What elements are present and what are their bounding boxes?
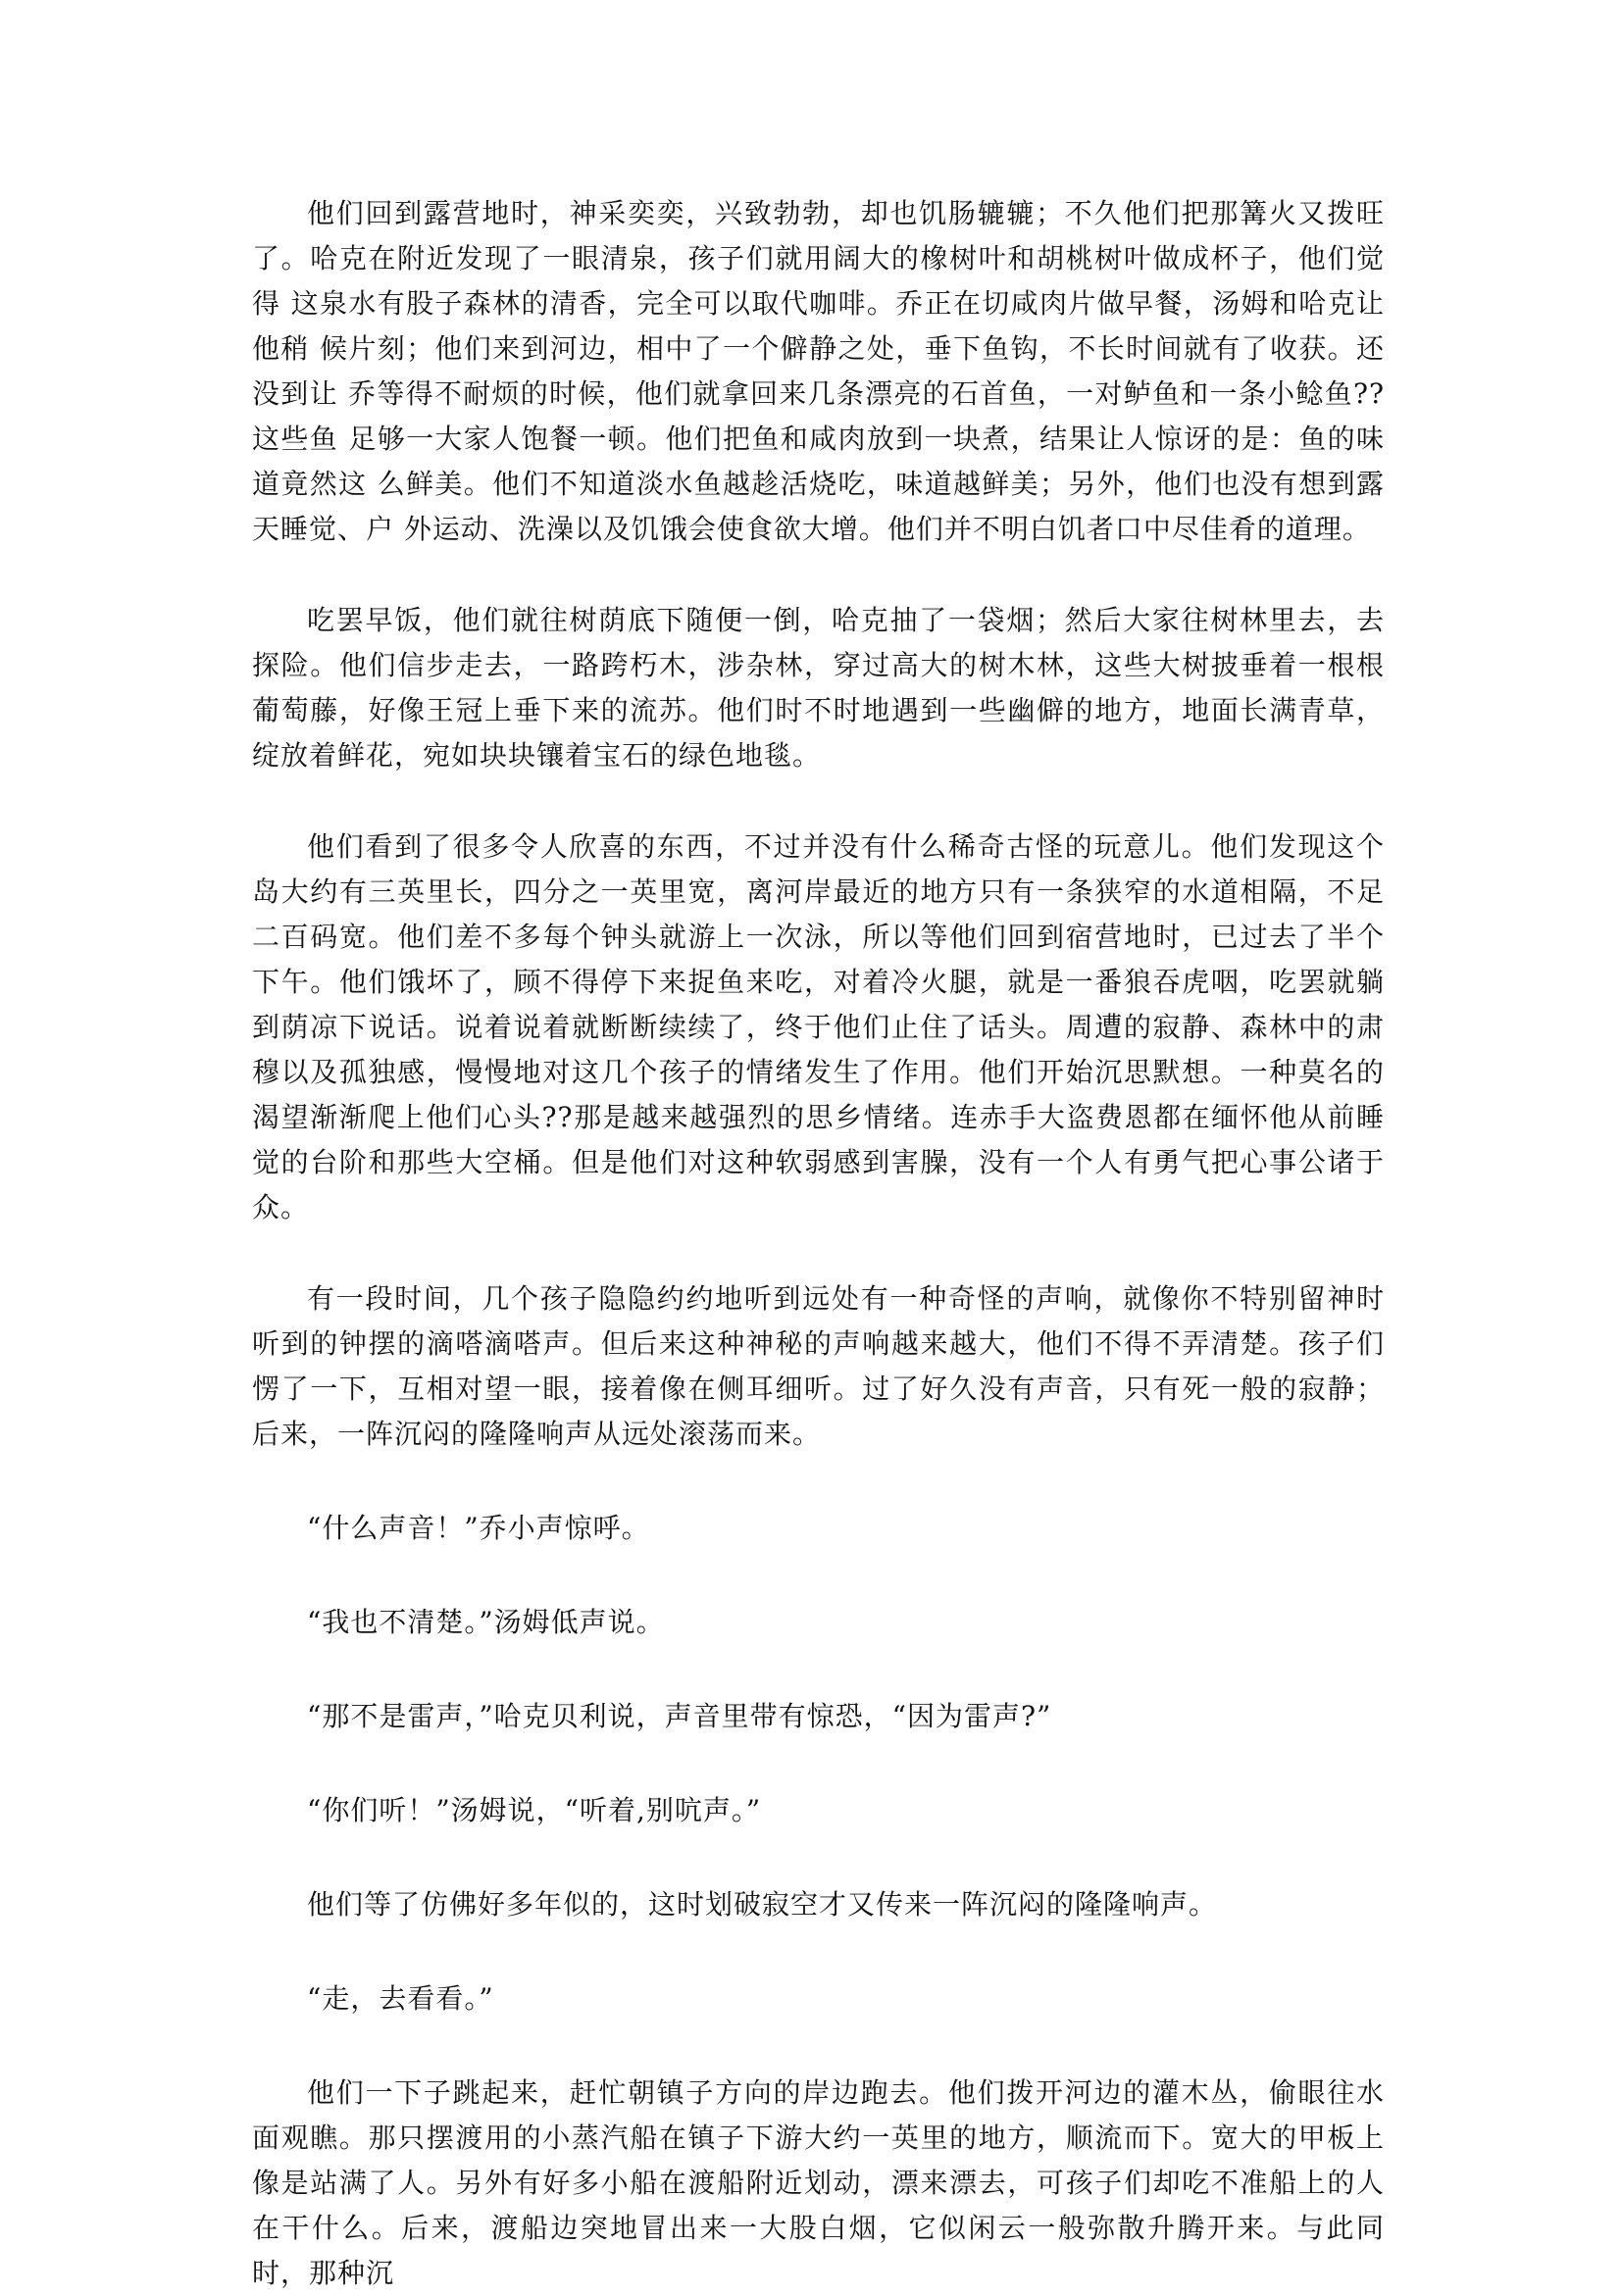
dialogue-line-joe: “什么声音！”乔小声惊呼。: [307, 1512, 650, 1544]
paragraph-strange-sound: 有一段时间，几个孩子隐隐约约地听到远处有一种奇怪的声响，就像你不特别留神时听到的钟摆的滴嗒滴嗒声。但后来这种神秘的声响越来越大，他们不得不弄清楚。孩子们愣了一下，互相对望一眼，接着像在侧耳细听。过了好久没有声音，只有死一般的寂静；后来，一阵沉闷的隆隆响声从远处滚荡而来。: [252, 1282, 1385, 1450]
dialogue-line-huck: “那不是雷声，”哈克贝利说，声音里带有惊恐，“因为雷声?”: [307, 1700, 1052, 1732]
paragraph-island: 他们看到了很多令人欣喜的东西，不过并没有什么稀奇古怪的玩意儿。他们发现这个岛大约有三英里长，四分之一英里宽，离河岸最近的地方只有一条狭窄的水道相隔，不足二百码宽。他们差不多每个钟头就游上一次泳，所以等他们回到宿营地时，已过去了半个下午。他们饿坏了，顾不得停下来捉鱼来吃，对着冷火腿，就是一番狼吞虎咽，吃罢就躺到荫凉下说话。说着说着就断断续续了，终于他们止住了话头。周遭的寂静、森林中的肃穆以及孤独感，慢慢地对这几个孩子的情绪发生了作用。他们开始沉思默想。一种莫名的渴望渐渐爬上他们心头??那是越来越强烈的思乡情绪。连赤手大盗费恩都在缅怀他从前睡觉的台阶和那些大空桶。但是他们对这种软弱感到害臊，没有一个人有勇气把心事公诸于众。: [252, 830, 1385, 1223]
document-page: [252, 191, 1385, 2296]
paragraph-gap: [252, 1457, 1385, 1506]
paragraph-gap: [252, 1551, 1385, 1600]
paragraph-gap: [252, 552, 1385, 598]
paragraph-gap: [252, 1645, 1385, 1694]
paragraph-waiting: 他们等了仿佛好多年似的，这时划破寂空才又传来一阵沉闷的隆隆响声。: [307, 1888, 1218, 1921]
paragraph-exploration: 吃罢早饭，他们就往树荫底下随便一倒，哈克抽了一袋烟；然后大家往树林里去，去探险。他们信步走去，一路跨朽木，涉杂林，穿过高大的树木林，这些大树披垂着一根根葡萄藤，好像王冠上垂下来的流苏。他们时不时地遇到一些幽僻的地方，地面长满青草，绽放着鲜花，宛如块块镶着宝石的绿色地毯。: [252, 604, 1385, 772]
dialogue-line-tom: “我也不清楚。”汤姆低声说。: [307, 1606, 665, 1638]
dialogue-line-listen: “你们听！”汤姆说，“听着,别吭声。”: [307, 1794, 762, 1826]
paragraph-gap: [252, 1739, 1385, 1788]
dialogue-line-go: “走，去看看。”: [307, 1982, 494, 2015]
paragraph-gap: [252, 1833, 1385, 1882]
paragraph-breakfast: 他们回到露营地时，神采奕奕，兴致勃勃，却也饥肠辘辘；不久他们把那篝火又拨旺 了。哈克在附近发现了一眼清泉，孩子们就用阔大的橡树叶和胡桃树叶做成杯子，他们觉得 这泉水有股子森林的清香，完全可以取代咖啡。乔正在切咸肉片做早餐，汤姆和哈克让他稍 候片刻；他们来到河边，相中了一个僻静之处，垂下鱼钩，不长时间就有了收获。还没到让 乔等得不耐烦的时候，他们就拿回来几条漂亮的石首鱼，一对鲈鱼和一条小鲶鱼??这些鱼 足够一大家人饱餐一顿。他们把鱼和咸肉放到一块煮，结果让人惊讶的是：鱼的味道竟然这 么鲜美。他们不知道淡水鱼越趁活烧吃，味道越鲜美；另外，他们也没有想到露天睡觉、户 外运动、洗澡以及饥饿会使食欲大增。他们并不明白饥者口中尽佳肴的道理。: [252, 197, 1385, 545]
paragraph-gap: [252, 1230, 1385, 1276]
paragraph-gap: [252, 778, 1385, 824]
paragraph-gap: [252, 2021, 1385, 2071]
paragraph-river-shore: 他们一下子跳起来，赶忙朝镇子方向的岸边跑去。他们拨开河边的灌木丛，偷眼往水面观瞧。那只摆渡用的小蒸汽船在镇子下游大约一英里的地方，顺流而下。宽大的甲板上像是站满了人。另外有好多小船在渡船附近划动，漂来漂去，可孩子们却吃不准船上的人在干什么。后来，渡船边突地冒出来一大股白烟，它似闲云一般弥散升腾开来。与此同时，那种沉: [252, 2076, 1385, 2289]
paragraph-gap: [252, 1927, 1385, 1976]
